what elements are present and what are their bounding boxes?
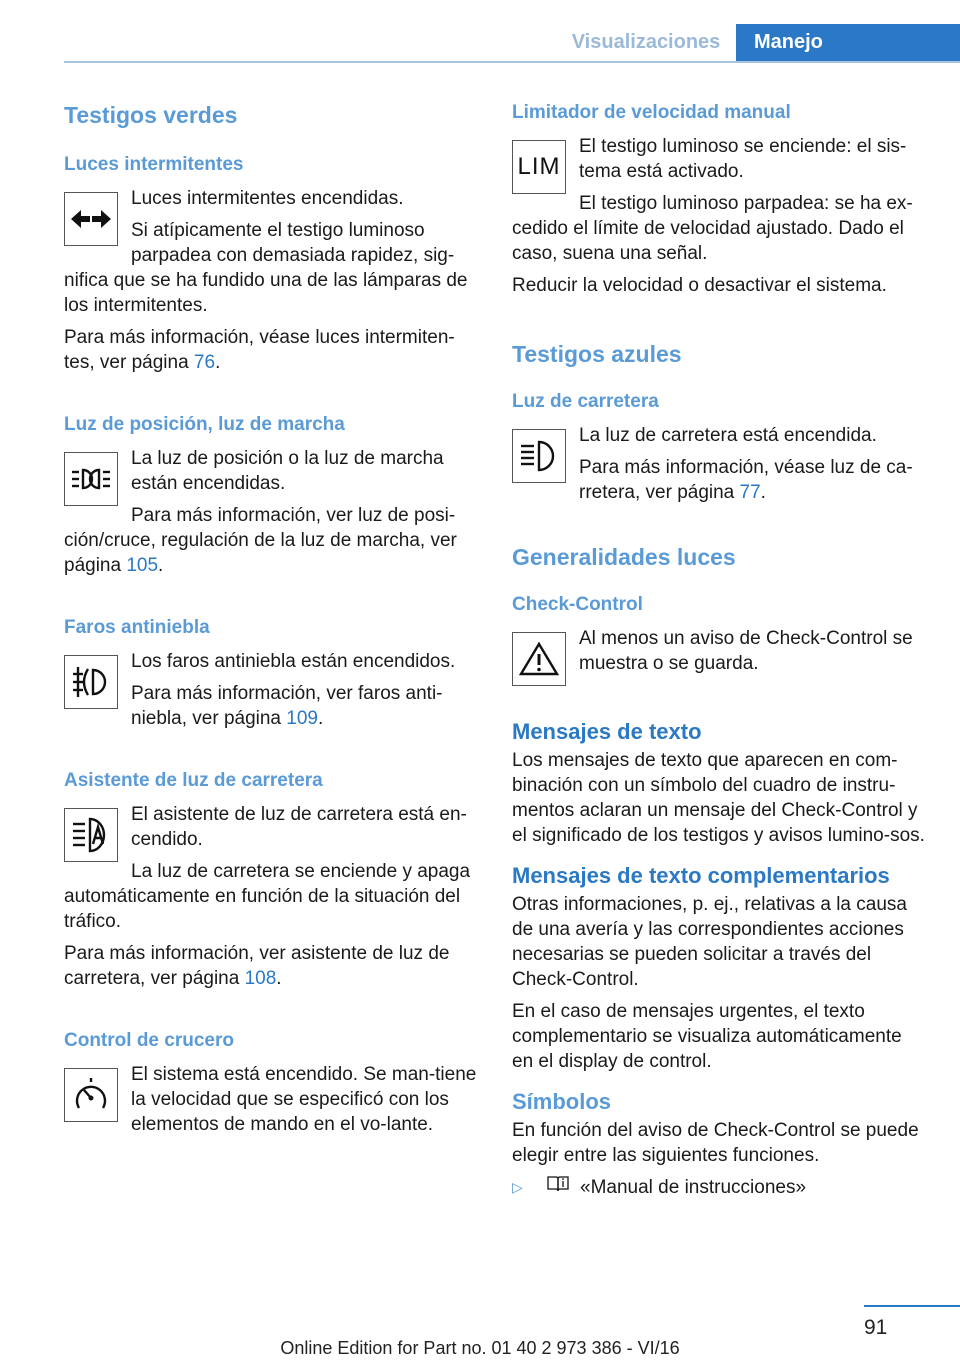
speed-limiter-text-1: El testigo luminoso se enciende: el sis-tema está activado. <box>579 136 907 182</box>
cruise-control-text-1: El sistema está encendido. Se man-tiene la velocidad que se especificó con los elementos de mando en el vo-lante. <box>131 1064 477 1135</box>
high-beam-assistant-text-2: La luz de carretera se enciende y apaga automáticamente en función de la situación del tráfico. <box>64 861 471 932</box>
page-link-109[interactable]: 109 <box>286 708 318 729</box>
manual-bullet-text: «Manual de instrucciones» <box>580 1177 807 1198</box>
section-title-general-lights: Generalidades luces <box>512 544 736 570</box>
right-column <box>512 100 928 1200</box>
high-beam-assistant-text-1: El asistente de luz de carretera está en-cendido. <box>131 804 467 850</box>
footer-rule <box>864 1305 960 1307</box>
high-beam-assistant-text-3 <box>64 941 480 991</box>
position-light-text-2 <box>64 503 480 578</box>
supplementary-messages-heading: Mensajes de texto complementarios <box>512 863 890 888</box>
turn-signal-section <box>64 152 480 382</box>
header-rule <box>64 61 960 63</box>
edition-footer: Online Edition for Part no. 01 40 2 973 386 - VI/16 <box>280 1338 680 1358</box>
fog-light-text-2 <box>64 681 480 731</box>
page-link-105[interactable]: 105 <box>126 555 159 576</box>
high-beam-text-1: La luz de carretera está encendida. <box>579 425 877 446</box>
header-tab-visualizaciones[interactable]: Visualizaciones <box>571 31 721 53</box>
supplementary-messages-text-1: Otras informaciones, p. ej., relativas a la causa de una avería y las correspondientes acciones necesarias se pueden solicitar a través del Check-Control. <box>512 894 907 990</box>
hba-ref-end: . <box>276 968 282 989</box>
high-beam-heading: Luz de carretera <box>512 391 659 412</box>
highbeam-ref-end: . <box>760 482 766 503</box>
speed-limiter-text-2: El testigo luminoso parpadea: se ha ex-cedido el límite de velocidad ajustado. Dado el caso, suena una señal. <box>512 193 913 264</box>
fog-ref-end: . <box>317 708 324 729</box>
speed-limiter-heading: Limitador de velocidad manual <box>512 102 791 123</box>
turn-ref-end: . <box>215 352 221 373</box>
supplementary-messages-text-2: En el caso de mensajes urgentes, el texto complementario se visualiza automáticamente en el display de control. <box>512 1001 902 1072</box>
position-light-heading: Luz de posición, luz de marcha <box>64 414 345 435</box>
speed-limiter-section <box>512 100 928 305</box>
symbols-bullet-manual[interactable] <box>512 1175 928 1200</box>
position-ref-text: Para más información, ver luz de posi-ción/cruce, regulación de la luz de marcha, ver página <box>64 505 457 576</box>
fog-light-text-1: Los faros antiniebla están encendidos. <box>131 651 456 672</box>
position-ref-end: . <box>158 555 164 576</box>
check-control-text-1: Al menos un aviso de Check-Control se muestra o se guarda. <box>579 628 913 674</box>
speed-limiter-icon <box>512 140 566 194</box>
high-beam-assistant-icon <box>64 808 118 862</box>
turn-signal-text-3 <box>64 325 480 375</box>
speed-limiter-text-3: Reducir la velocidad o desactivar el sistema. <box>512 275 887 296</box>
turn-signal-heading: Luces intermitentes <box>64 154 244 175</box>
symbols-section <box>512 1088 928 1200</box>
high-beam-icon <box>512 429 566 483</box>
fog-ref-text: Para más información, ver faros anti-niebla, ver página <box>131 683 443 729</box>
check-control-heading: Check-Control <box>512 594 643 615</box>
text-messages-text: Los mensajes de texto que aparecen en com-binación con un símbolo del cuadro de instru-mentos aclaran un mensaje del Check-Control y el significado de los testigos y avisos lumino-sos. <box>512 750 925 846</box>
position-light-section <box>64 412 480 585</box>
page-link-77[interactable]: 77 <box>739 482 761 503</box>
position-light-icon <box>64 452 118 506</box>
symbols-text: En función del aviso de Check-Control se puede elegir entre las siguientes funciones. <box>512 1120 919 1166</box>
manual-book-icon <box>546 1175 580 1200</box>
page-link-108[interactable]: 108 <box>244 968 277 989</box>
section-title-green: Testigos verdes <box>64 102 238 128</box>
position-light-text-1: La luz de posición o la luz de marcha están encendidas. <box>131 448 444 494</box>
high-beam-assistant-section <box>64 768 480 998</box>
turn-signal-text-2: Si atípicamente el testigo luminoso parpadea con demasiada rapidez, sig-nifica que se ha fundido una de las lámparas de los intermitentes. <box>64 220 468 316</box>
text-messages-heading: Mensajes de texto <box>512 719 702 744</box>
turn-ref-text: Para más información, véase luces intermiten-tes, ver página <box>64 327 455 373</box>
cruise-control-icon <box>64 1068 118 1122</box>
turn-signal-icon <box>64 192 118 246</box>
fog-light-section <box>64 615 480 738</box>
check-control-section <box>512 592 928 688</box>
high-beam-section <box>512 389 928 512</box>
warning-triangle-icon <box>512 632 566 686</box>
text-messages-section <box>512 718 928 848</box>
cruise-control-section <box>64 1028 480 1144</box>
high-beam-assistant-heading: Asistente de luz de carretera <box>64 770 323 791</box>
fog-light-icon <box>64 655 118 709</box>
bullet-triangle-icon: ▷ <box>512 1179 523 1195</box>
cruise-control-heading: Control de crucero <box>64 1030 234 1051</box>
hba-ref-text: Para más información, ver asistente de luz de carretera, ver página <box>64 943 450 989</box>
symbols-heading: Símbolos <box>512 1089 612 1114</box>
turn-signal-text-1: Luces intermitentes encendidas. <box>131 188 404 209</box>
supplementary-messages-section <box>512 862 928 1074</box>
speed-limiter-icon-label: LIM <box>517 153 561 180</box>
page-number: 91 <box>864 1316 888 1339</box>
left-column <box>64 100 480 1174</box>
page-link-76[interactable]: 76 <box>193 352 216 373</box>
high-beam-text-2 <box>512 455 928 505</box>
header-tab-manejo[interactable]: Manejo <box>736 24 960 61</box>
section-title-blue: Testigos azules <box>512 341 682 367</box>
highbeam-ref-text: Para más información, véase luz de ca-rretera, ver página <box>579 457 913 503</box>
fog-light-heading: Faros antiniebla <box>64 617 210 638</box>
